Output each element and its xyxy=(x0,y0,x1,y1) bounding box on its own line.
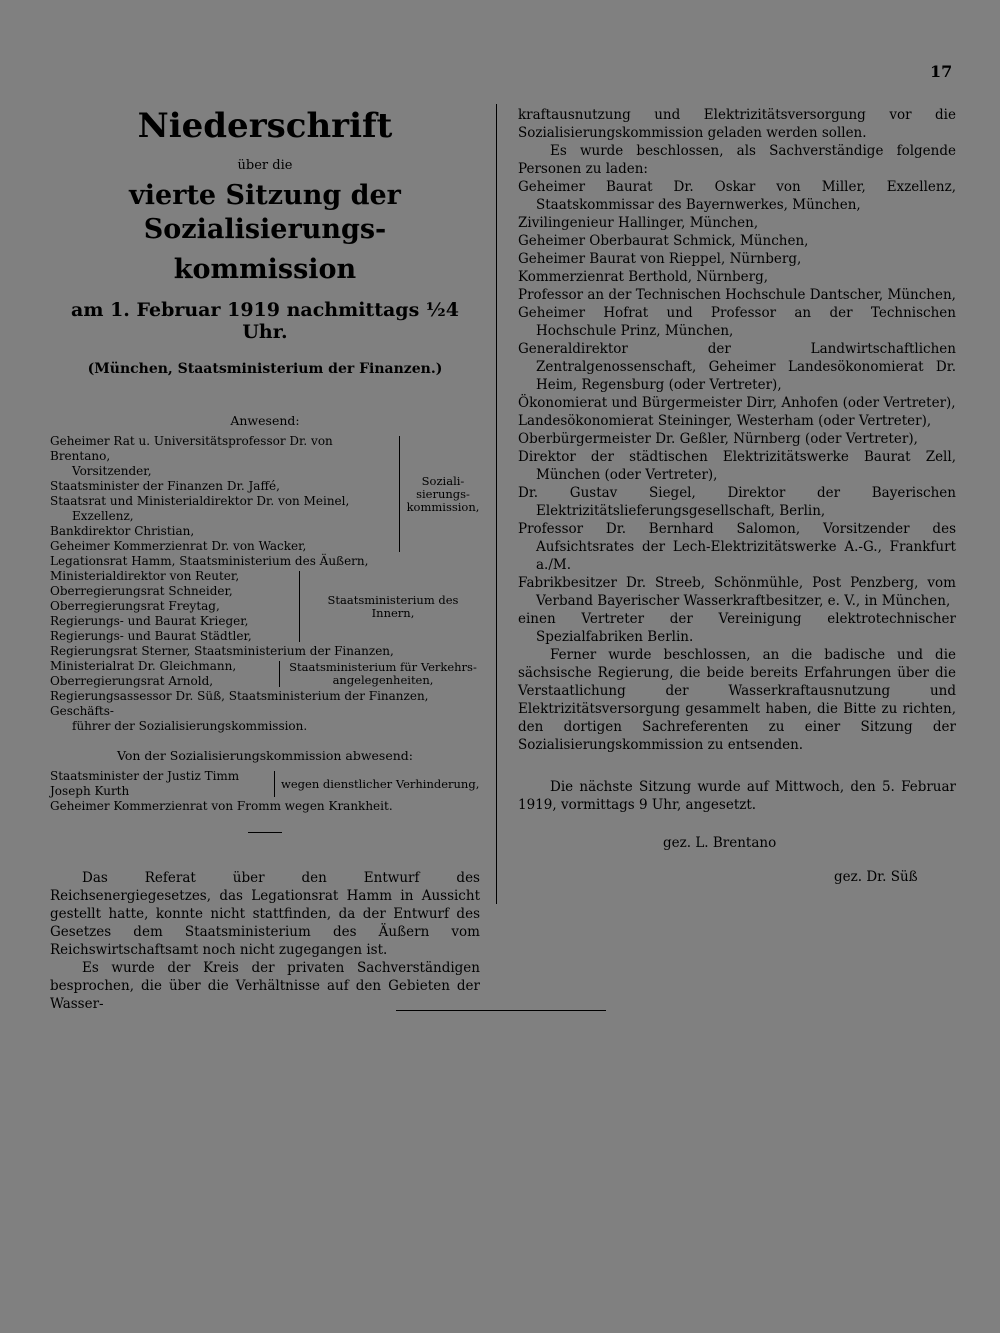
expert-entry: Geheimer Baurat Dr. Oskar von Miller, Exzellenz, Staatskommissar des Bayernwerkes, München, xyxy=(518,179,956,213)
attendee-line-hamm: Legationsrat Hamm, Staatsministerium des Äußern, xyxy=(50,554,369,568)
attendee-line: Exzellenz, xyxy=(72,509,134,523)
expert-entry: Direktor der städtischen Elektrizitätswerke Baurat Zell, München (oder Vertreter), xyxy=(518,449,956,483)
brace xyxy=(392,436,400,552)
attendee-line-suess-1: Regierungsassessor Dr. Süß, Staatsministerium der Finanzen, Geschäfts- xyxy=(50,689,429,718)
expert-entry: Professor Dr. Bernhard Salomon, Vorsitzender des Aufsichtsrates der Lech-Elektrizitätswerke A.-G., Frankfurt a./M. xyxy=(518,521,956,573)
brace xyxy=(267,771,275,797)
expert-entry: Oberbürgermeister Dr. Geßler, Nürnberg (oder Vertreter), xyxy=(518,431,918,447)
absent-list xyxy=(50,769,480,814)
attendee-line: Ministerialdirektor von Reuter, xyxy=(50,569,240,583)
attendee-line: Oberregierungsrat Schneider, xyxy=(50,584,233,598)
attendee-line: Regierungs- und Baurat Städtler, xyxy=(50,629,252,643)
paragraph-beschlossen: Es wurde beschlossen, als Sachverständige folgende Personen zu laden: xyxy=(518,143,956,177)
expert-entry: Geheimer Oberbaurat Schmick, München, xyxy=(518,233,809,249)
footer-rule xyxy=(396,1010,606,1011)
section-rule xyxy=(248,832,282,833)
abwesend-heading: Von der Sozialisierungskommission abwesend: xyxy=(116,748,413,763)
document-title: Niederschrift xyxy=(137,106,393,146)
group-abwesend xyxy=(50,769,480,799)
heading-line-1: vierte Sitzung der Sozialisierungs- xyxy=(129,180,401,245)
attendee-line: Vorsitzender, xyxy=(72,464,152,478)
attendee-line: Geheimer Kommerzienrat Dr. von Wacker, xyxy=(50,539,307,553)
expert-entry: Ökonomierat und Bürgermeister Dirr, Anhofen (oder Vertreter), xyxy=(518,395,956,411)
date-line: am 1. Februar 1919 nachmittags ½4 Uhr. xyxy=(71,299,459,343)
group-verkehr xyxy=(50,659,480,689)
brace xyxy=(292,571,300,642)
attendee-line: Oberregierungsrat Freytag, xyxy=(50,599,220,613)
expert-entry: Dr. Gustav Siegel, Direktor der Bayerischen Elektrizitätslieferungsgesellschaft, Berlin, xyxy=(518,485,956,519)
expert-entry: Zivilingenieur Hallinger, München, xyxy=(518,215,759,231)
page-number: 17 xyxy=(930,62,953,81)
attendee-line: Staatsrat und Ministerialdirektor Dr. von Meinel, xyxy=(50,494,350,508)
group-label-verkehr: Staatsministerium für Verkehrs- angelegenheiten, xyxy=(289,660,477,687)
signature-suess: gez. Dr. Süß xyxy=(834,869,918,885)
subtitle-ueber-die: über die xyxy=(237,158,293,173)
group-label-abwesend: wegen dienstlicher Verhinderung, xyxy=(281,776,480,791)
paragraph-kreis: Es wurde der Kreis der privaten Sachverständigen besprochen, die über die Verhältnisse auf den Gebieten der Wasser- xyxy=(50,960,480,1012)
column-divider xyxy=(496,104,497,904)
group-label-sozialisierung: Soziali- sierungs- kommission, xyxy=(406,473,480,514)
expert-entry: Fabrikbesitzer Dr. Streeb, Schönmühle, Post Penzberg, vom Verband Bayerischer Wasserkraftbesitzer, e. V., in München, xyxy=(518,575,956,609)
absent-line-fromm: Geheimer Kommerzienrat von Fromm wegen Krankheit. xyxy=(50,799,393,813)
expert-entry: Geheimer Hofrat und Professor an der Technischen Hochschule Prinz, München, xyxy=(518,305,956,339)
attendee-line: Regierungs- und Baurat Krieger, xyxy=(50,614,249,628)
attendee-line: Ministerialrat Dr. Gleichmann, xyxy=(50,659,237,673)
attendee-line: Staatsminister der Finanzen Dr. Jaffé, xyxy=(50,479,280,493)
attendee-line: Geheimer Rat u. Universitätsprofessor Dr. von Brentano, xyxy=(50,434,333,463)
expert-entry: Professor an der Technischen Hochschule Dantscher, München, xyxy=(518,287,956,303)
left-column xyxy=(50,100,480,1013)
paragraph-continuation: kraftausnutzung und Elektrizitätsversorgung vor die Sozialisierungskommission geladen werden sollen. xyxy=(518,107,956,141)
paragraph-ferner: Ferner wurde beschlossen, an die badische und die sächsische Regierung, die beide bereits Erfahrungen über die Verstaatlichung der Wasserkraftausnutzung und Elektrizitätsversorgung gesammelt haben, die Bitte zu richten, den dortigen Sachreferenten zu einer Sitzung der Sozialisierungskommission zu entsenden. xyxy=(518,647,956,753)
expert-entry: Geheimer Baurat von Rieppel, Nürnberg, xyxy=(518,251,802,267)
absent-line: Joseph Kurth xyxy=(50,784,130,798)
expert-entry: Kommerzienrat Berthold, Nürnberg, xyxy=(518,269,769,285)
heading-line-2: kommission xyxy=(173,254,357,285)
group-innern xyxy=(50,569,480,644)
expert-entry: Generaldirektor der Landwirtschaftlichen Zentralgenossenschaft, Geheimer Landesökonomierat Dr. Heim, Regensburg (oder Vertreter), xyxy=(518,341,956,393)
signature-brentano: gez. L. Brentano xyxy=(663,835,777,851)
right-column xyxy=(518,106,956,886)
attendee-list xyxy=(50,434,480,734)
group-sozialisierung xyxy=(50,434,480,554)
paragraph-naechste-sitzung: Die nächste Sitzung wurde auf Mittwoch, den 5. Februar 1919, vormittags 9 Uhr, angesetzt. xyxy=(518,779,956,813)
expert-list xyxy=(518,178,956,646)
attendee-line-suess-2: führer der Sozialisierungskommission. xyxy=(72,719,308,733)
expert-entry: einen Vertreter der Vereinigung elektrotechnischer Spezialfabriken Berlin. xyxy=(518,611,956,645)
brace xyxy=(272,661,280,687)
expert-entry: Landesökonomierat Steininger, Westerham (oder Vertreter), xyxy=(518,413,932,429)
attendee-line: Bankdirektor Christian, xyxy=(50,524,195,538)
absent-line: Staatsminister der Justiz Timm xyxy=(50,769,240,783)
group-label-innern: Staatsministerium des Innern, xyxy=(327,592,459,620)
anwesend-heading: Anwesend: xyxy=(230,413,300,428)
attendee-line: Oberregierungsrat Arnold, xyxy=(50,674,214,688)
paragraph-referat: Das Referat über den Entwurf des Reichsenergiegesetzes, das Legationsrat Hamm in Aussicht gestellt hatte, konnte nicht stattfinden, da der Entwurf des Gesetzes dem Staatsministerium des Äußern vom Reichswirtschaftsamt noch nicht zugegangen ist. xyxy=(50,870,480,958)
place-line: (München, Staatsministerium der Finanzen.) xyxy=(87,361,443,377)
attendee-line-sterner: Regierungsrat Sterner, Staatsministerium der Finanzen, xyxy=(50,644,394,658)
